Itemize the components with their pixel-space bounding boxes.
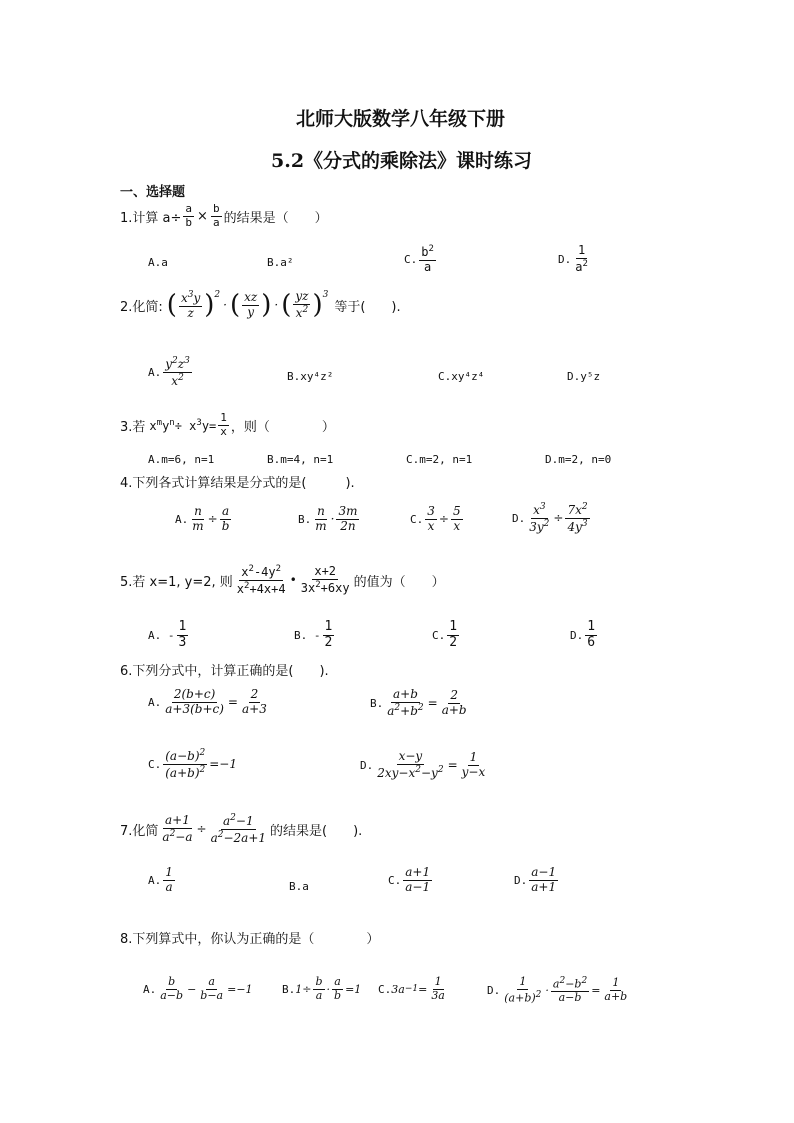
q8-option-a-label: A. xyxy=(143,982,157,996)
question-3-prefix: 3.若 xyxy=(120,419,146,435)
q1-option-a[interactable]: A.a xyxy=(148,256,168,269)
q7-option-b[interactable]: B.a xyxy=(289,880,309,893)
q2-option-d[interactable]: D.y⁵z xyxy=(567,370,601,383)
q2-option-a-fraction: $\frac{y^2z^3}{x^2}$ xyxy=(165,356,190,388)
q5-option-a-fraction: $\frac{1}{3}$ xyxy=(178,619,187,650)
q4-option-c[interactable] xyxy=(410,505,465,534)
q2-option-b[interactable]: B.xy⁴z² xyxy=(287,370,334,383)
q4-option-b-expression: $\frac{n}{m}$ · $\frac{3m}{2n}$ xyxy=(315,504,358,533)
q8-option-d[interactable] xyxy=(487,976,631,1005)
q5-option-d-fraction: $\frac{1}{6}$ xyxy=(587,619,596,650)
q5-option-d[interactable] xyxy=(570,620,599,651)
q8-option-d-expression: $\frac{1}{(a+b)^2}$ · $\frac{a^2-b^2}{a-b}$ = $\frac{1}{a+b}$ xyxy=(504,975,628,1005)
q2-option-a[interactable] xyxy=(148,356,194,389)
q5-option-a[interactable] xyxy=(148,620,190,651)
q6-option-d[interactable] xyxy=(360,750,489,781)
q1-fraction-a-over-b: $\frac{a}{b}$ xyxy=(185,202,193,229)
q1-option-d[interactable] xyxy=(558,244,592,275)
q5-option-c[interactable] xyxy=(432,620,461,651)
q4-option-d[interactable] xyxy=(512,502,592,535)
q6-option-a-expression: $\frac{2(b+c)}{a+3(b+c)}$ = $\frac{2}{a+3}$ xyxy=(165,687,267,716)
q2-option-c[interactable]: C.xy⁴z⁴ xyxy=(438,370,485,383)
q8-option-a-expression: $\frac{b}{a-b}$ − $\frac{a}{b-a}$ =−1 xyxy=(160,975,253,1002)
q6-option-d-label: D. xyxy=(360,758,374,772)
q1-option-c-label: C. xyxy=(404,252,418,266)
q7-option-c[interactable] xyxy=(388,866,434,895)
q1-fraction-b-over-a: $\frac{b}{a}$ xyxy=(212,202,220,229)
question-5 xyxy=(120,564,445,597)
q4-option-a-label: A. xyxy=(175,512,189,526)
question-5-suffix: 的值为（ ） xyxy=(353,574,445,590)
q7-expression: $\frac{a+1}{a^2-a}$ ÷ $\frac{a^2-1}{a^2-2a+1}$ xyxy=(162,813,267,845)
q6-option-b-expression: $\frac{a+b}{a^2+b^2}$ = $\frac{2}{a+b}$ xyxy=(387,687,467,718)
q5-option-c-fraction: $\frac{1}{2}$ xyxy=(449,619,458,650)
q5-option-b[interactable] xyxy=(294,620,336,651)
q6-option-b[interactable] xyxy=(370,688,471,719)
q1-option-c-fraction: $\frac{b^2}{a}$ xyxy=(421,244,434,274)
q4-option-a-expression: $\frac{n}{m}$ ÷ $\frac{a}{b}$ xyxy=(192,504,230,533)
q4-option-b-label: B. xyxy=(298,512,312,526)
q3-fraction-1-over-x: $\frac{1}{x}$ xyxy=(220,411,227,438)
q8-option-b-label: B. xyxy=(282,982,296,996)
question-5-prefix: 5.若 x=1, y=2, 则 xyxy=(120,574,233,590)
question-1-suffix: 的结果是（ ） xyxy=(223,210,328,226)
q3-expression: $x^my^n\div x^3y=$ xyxy=(149,417,217,433)
q4-option-b[interactable] xyxy=(298,505,361,534)
q3-option-c[interactable]: C.m=2, n=1 xyxy=(406,453,473,466)
q6-option-d-expression: $\frac{x-y}{2xy-x^2-y^2}$ = $\frac{1}{y-x}$ xyxy=(377,749,486,780)
q8-option-a[interactable] xyxy=(143,976,253,1002)
q7-option-a-label: A. xyxy=(148,873,162,887)
question-7 xyxy=(120,813,362,846)
q3-option-a[interactable]: A.m=6, n=1 xyxy=(148,453,215,466)
question-2 xyxy=(120,290,401,321)
q7-option-d-fraction: $\frac{a-1}{a+1}$ xyxy=(531,865,557,894)
q6-option-a-label: A. xyxy=(148,695,162,709)
q5-option-b-fraction: $\frac{1}{2}$ xyxy=(324,619,333,650)
q8-option-d-label: D. xyxy=(487,983,501,997)
question-2-suffix: 等于( ). xyxy=(334,299,401,315)
q3-option-b[interactable]: B.m=4, n=1 xyxy=(267,453,334,466)
question-1: 1.计算 a÷ $\frac{a}{b}$ × $\frac{b}{a}$ 的结果是（ ） xyxy=(120,202,328,229)
question-8: 8.下列算式中，你认为正确的是（ ） xyxy=(120,932,380,947)
q1-option-b[interactable]: B.a² xyxy=(267,256,294,269)
q5-option-a-label: A. - xyxy=(148,628,175,642)
page-title: 北师大版数学八年级下册 xyxy=(296,108,506,130)
section-heading: 一、选择题 xyxy=(120,185,186,200)
q7-option-a[interactable] xyxy=(148,866,177,895)
q1-option-d-label: D. xyxy=(558,252,572,266)
question-1-prefix: 1.计算 a÷ xyxy=(120,210,182,226)
q6-option-c[interactable] xyxy=(148,748,237,781)
q8-option-b[interactable] xyxy=(282,976,361,1002)
question-2-prefix: 2.化简: xyxy=(120,299,163,315)
q2-option-a-label: A. xyxy=(148,365,162,379)
q8-option-c-label: C. xyxy=(378,982,392,996)
q1-option-c[interactable] xyxy=(404,244,438,275)
q6-option-a[interactable] xyxy=(148,688,271,717)
question-7-suffix: 的结果是( ). xyxy=(270,823,363,839)
q6-option-c-expression: $\frac{(a-b)^2}{(a+b)^2}$ =−1 xyxy=(165,748,237,780)
question-6: 6.下列分式中，计算正确的是( ). xyxy=(120,664,329,679)
q4-option-c-label: C. xyxy=(410,512,424,526)
q2-expression: ( $\frac{x^3y}{z}$ ) 2 · ( $\frac{xz}{y}$ ) · ( $\frac{yz}{x^2}$ ) 3 xyxy=(166,289,329,321)
question-3 xyxy=(120,412,335,438)
question-7-prefix: 7.化简 xyxy=(120,823,159,839)
q5-expression: $\frac{x^2-4y^2}{x^2+4x+4}$ • $\frac{x+2}{3x^2+6xy}$ xyxy=(236,564,350,596)
question-3-suffix: ，则（ ） xyxy=(230,419,335,435)
q4-option-d-expression: $\frac{x^3}{3y^2}$ ÷ $\frac{7x^2}{4y^3}$ xyxy=(529,502,588,534)
q5-option-d-label: D. xyxy=(570,628,584,642)
q7-option-c-label: C. xyxy=(388,873,402,887)
q5-option-c-label: C. xyxy=(432,628,446,642)
q6-option-c-label: C. xyxy=(148,757,162,771)
q6-option-b-label: B. xyxy=(370,696,384,710)
q8-option-b-expression: 1÷ $\frac{b}{a}$ · $\frac{a}{b}$ =1 xyxy=(295,975,362,1002)
q7-option-a-fraction: $\frac{1}{a}$ xyxy=(165,865,173,894)
q4-option-a[interactable] xyxy=(175,505,233,534)
q5-option-b-label: B. - xyxy=(294,628,321,642)
q7-option-d[interactable] xyxy=(514,866,560,895)
question-4: 4.下列各式计算结果是分式的是( ). xyxy=(120,476,355,491)
page-subtitle: 5.2《分式的乘除法》课时练习 xyxy=(271,150,533,172)
q8-option-c[interactable] xyxy=(378,976,449,1002)
q4-option-c-expression: $\frac{3}{x}$ ÷ $\frac{5}{x}$ xyxy=(427,504,461,533)
q8-option-c-expression: 3a −1 = $\frac{1}{3a}$ xyxy=(391,975,445,1002)
q7-option-d-label: D. xyxy=(514,873,528,887)
q7-option-c-fraction: $\frac{a+1}{a-1}$ xyxy=(405,865,431,894)
q1-option-d-fraction: $\frac{1}{a^2}$ xyxy=(575,243,588,274)
q3-option-d[interactable]: D.m=2, n=0 xyxy=(545,453,612,466)
q4-option-d-label: D. xyxy=(512,511,526,525)
